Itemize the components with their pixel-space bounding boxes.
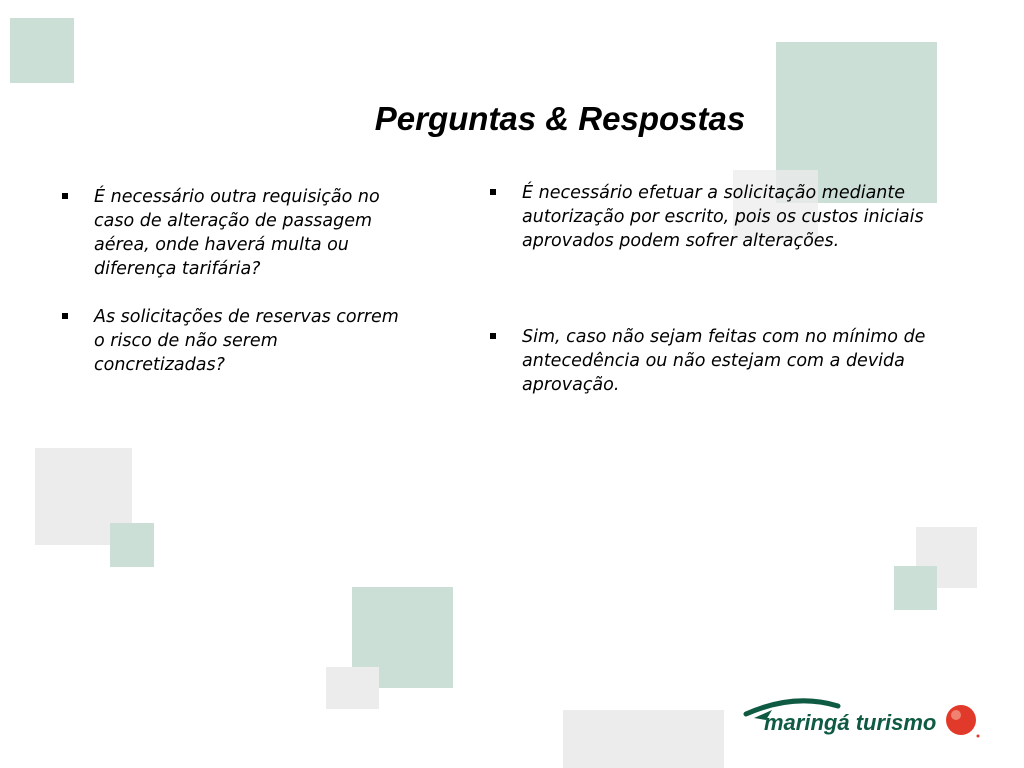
- question-item: É necessário outra requisição no caso de alteração de passagem aérea, onde haverá multa ou diferença tarifária?: [62, 185, 402, 281]
- decor-square: [110, 523, 154, 567]
- decor-square: [10, 18, 74, 83]
- answers-list: [490, 181, 970, 397]
- question-item: As solicitações de reservas correm o risco de não serem concretizadas?: [62, 305, 402, 377]
- decor-square: [894, 566, 937, 610]
- decor-square: [326, 667, 379, 709]
- page-title: Perguntas & Respostas: [374, 100, 746, 137]
- company-logo: [742, 696, 982, 748]
- decor-square: [563, 710, 724, 768]
- logo-text: maringá turismo: [764, 710, 937, 735]
- answer-item: Sim, caso não sejam feitas com no mínimo de antecedência ou não estejam com a devida aprovação.: [490, 325, 970, 397]
- questions-list: [62, 185, 402, 377]
- answer-item: É necessário efetuar a solicitação mediante autorização por escrito, pois os custos iniciais aprovados podem sofrer alterações.: [490, 181, 970, 253]
